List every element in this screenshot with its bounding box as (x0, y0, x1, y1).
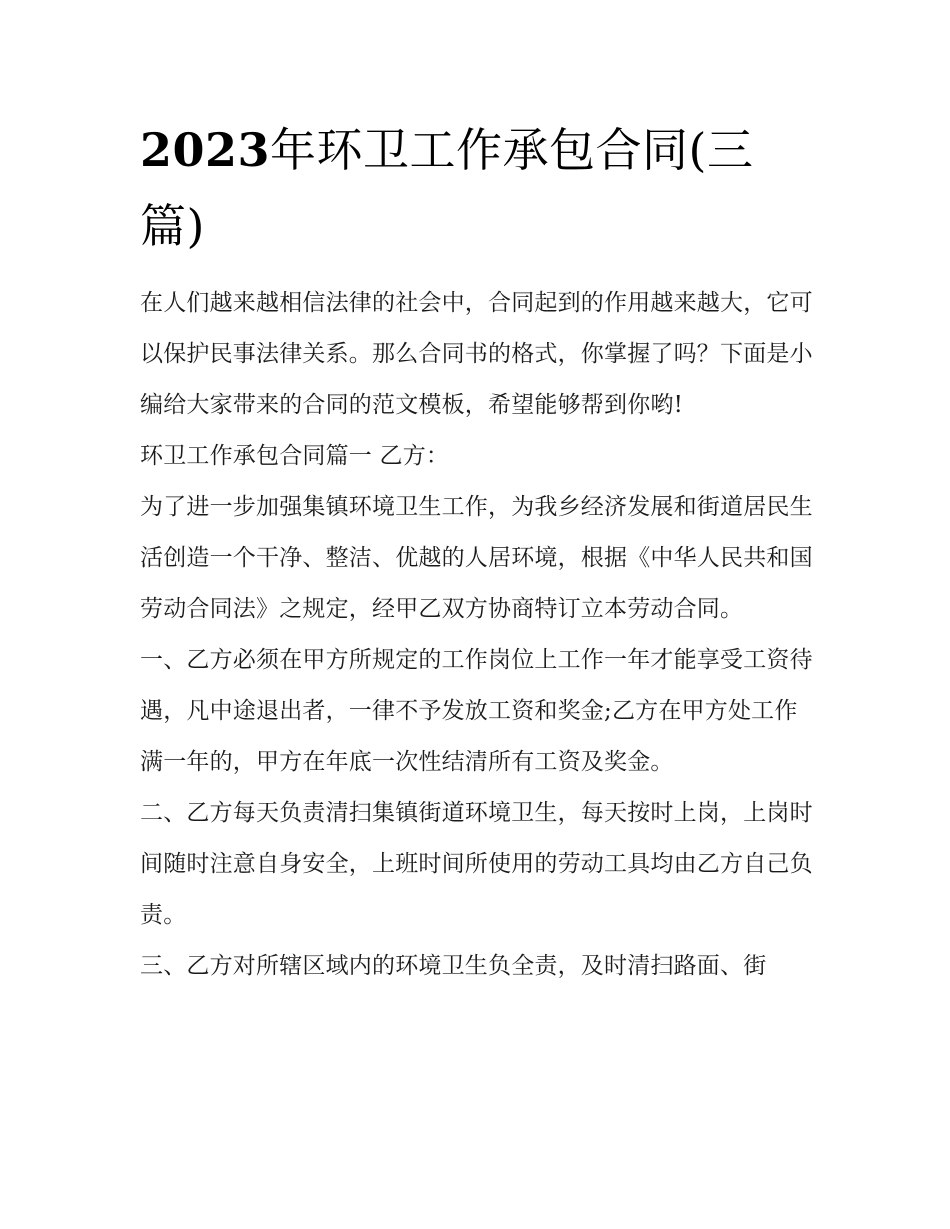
clause-1: 一、乙方必须在甲方所规定的工作岗位上工作一年才能享受工资待遇，凡中途退出者，一律不予发放工资和奖金;乙方在甲方处工作满一年的，甲方在年底一次性结清所有工资及奖金。 (140, 647, 813, 775)
preamble-paragraph: 为了进一步加强集镇环境卫生工作，为我乡经济发展和街道居民生活创造一个干净、整洁、优越的人居环境，根据《中华人民共和国劳动合同法》之规定，经甲乙双方协商特订立本劳动合同。 (140, 494, 813, 622)
section-heading: 环卫工作承包合同篇一 乙方： (140, 443, 450, 469)
document-title (140, 112, 815, 264)
document-body (140, 112, 815, 992)
title-text: 年环卫工作承包合同(三篇) (140, 123, 754, 253)
clause-2: 二、乙方每天负责清扫集镇街道环境卫生，每天按时上岗，上岗时间随时注意自身安全，上班时间所使用的劳动工具均由乙方自己负责。 (140, 800, 813, 928)
title-year: 2023 (140, 123, 271, 177)
intro-paragraph: 在人们越来越相信法律的社会中，合同起到的作用越来越大，它可以保护民事法律关系。那么合同书的格式，你掌握了吗？下面是小编给大家带来的合同的范文模板，希望能够帮到你哟! (140, 290, 813, 418)
clause-3: 三、乙方对所辖区域内的环境卫生负全责，及时清扫路面、街 (140, 953, 767, 979)
